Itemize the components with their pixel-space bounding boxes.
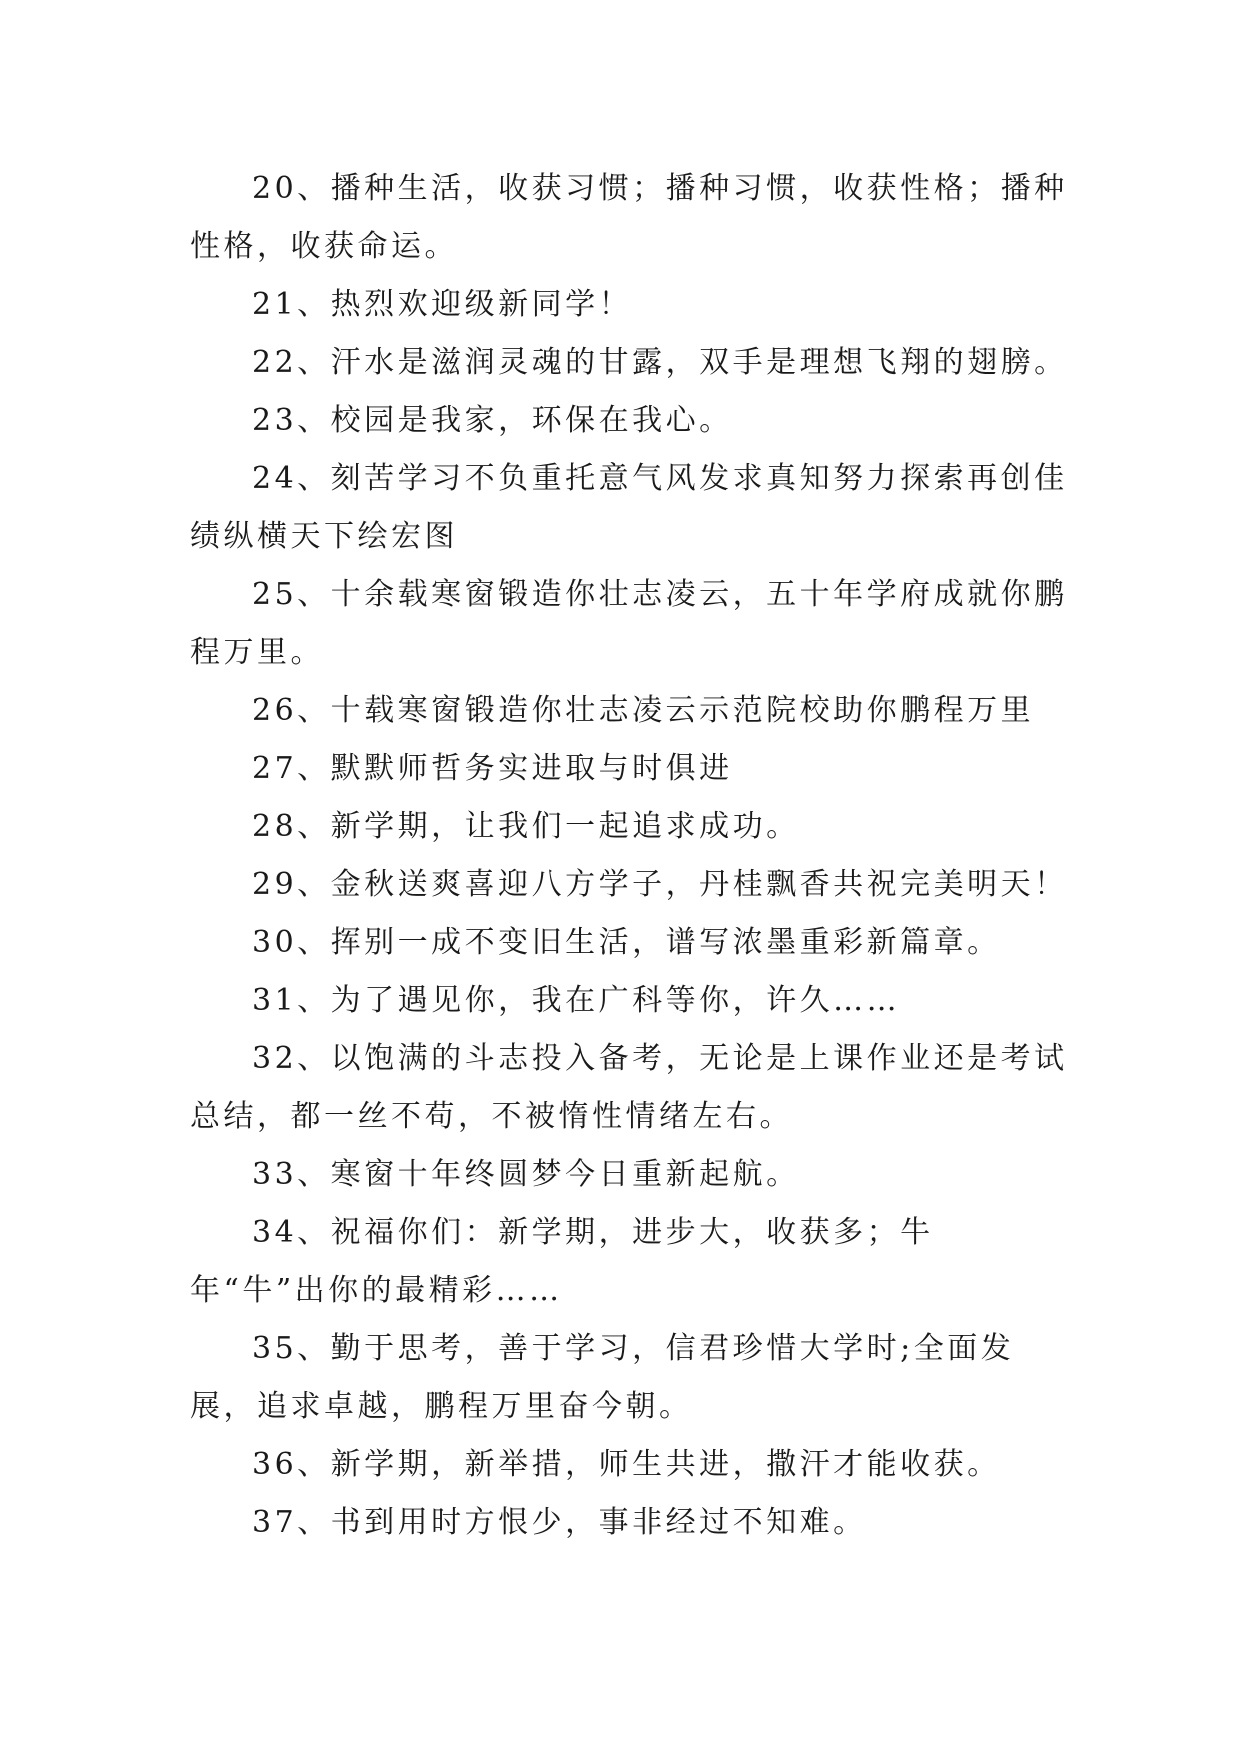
paragraph-25: 25、十余载寒窗锻造你壮志凌云，五十年学府成就你鹏程万里。 xyxy=(190,577,1068,670)
paragraph-20: 20、播种生活，收获习惯；播种习惯，收获性格；播种性格，收获命运。 xyxy=(190,171,1068,264)
paragraph-33: 33、寒窗十年终圆梦今日重新起航。 xyxy=(252,1157,800,1192)
paragraph-27: 27、默默师哲务实进取与时俱进 xyxy=(252,751,733,786)
paragraph-24: 24、刻苦学习不负重托意气风发求真知努力探索再创佳绩纵横天下绘宏图 xyxy=(190,461,1068,554)
paragraph-23: 23、校园是我家，环保在我心。 xyxy=(252,403,733,438)
paragraph-32: 32、以饱满的斗志投入备考，无论是上课作业还是考试总结，都一丝不苟，不被惰性情绪左右。 xyxy=(190,1041,1068,1134)
paragraph-31: 31、为了遇见你，我在广科等你，许久…… xyxy=(252,983,901,1018)
paragraph-35: 35、勤于思考，善于学习，信君珍惜大学时;全面发展，追求卓越，鹏程万里奋今朝。 xyxy=(190,1331,1015,1424)
paragraph-28: 28、新学期，让我们一起追求成功。 xyxy=(252,809,800,844)
paragraph-30: 30、挥别一成不变旧生活，谱写浓墨重彩新篇章。 xyxy=(252,925,1001,960)
paragraph-21: 21、热烈欢迎级新同学！ xyxy=(252,287,633,322)
paragraph-34: 34、祝福你们：新学期，进步大，收获多；牛年“牛”出你的最精彩…… xyxy=(190,1215,934,1308)
paragraph-37: 37、书到用时方恨少，事非经过不知难。 xyxy=(252,1505,867,1540)
document-body xyxy=(190,160,1070,1552)
paragraph-36: 36、新学期，新举措，师生共进，撒汗才能收获。 xyxy=(252,1447,1001,1482)
paragraph-29: 29、金秋送爽喜迎八方学子，丹桂飘香共祝完美明天！ xyxy=(252,867,1068,902)
paragraph-26: 26、十载寒窗锻造你壮志凌云示范院校助你鹏程万里 xyxy=(252,693,1035,728)
paragraph-22: 22、汗水是滋润灵魂的甘露，双手是理想飞翔的翅膀。 xyxy=(252,345,1068,380)
